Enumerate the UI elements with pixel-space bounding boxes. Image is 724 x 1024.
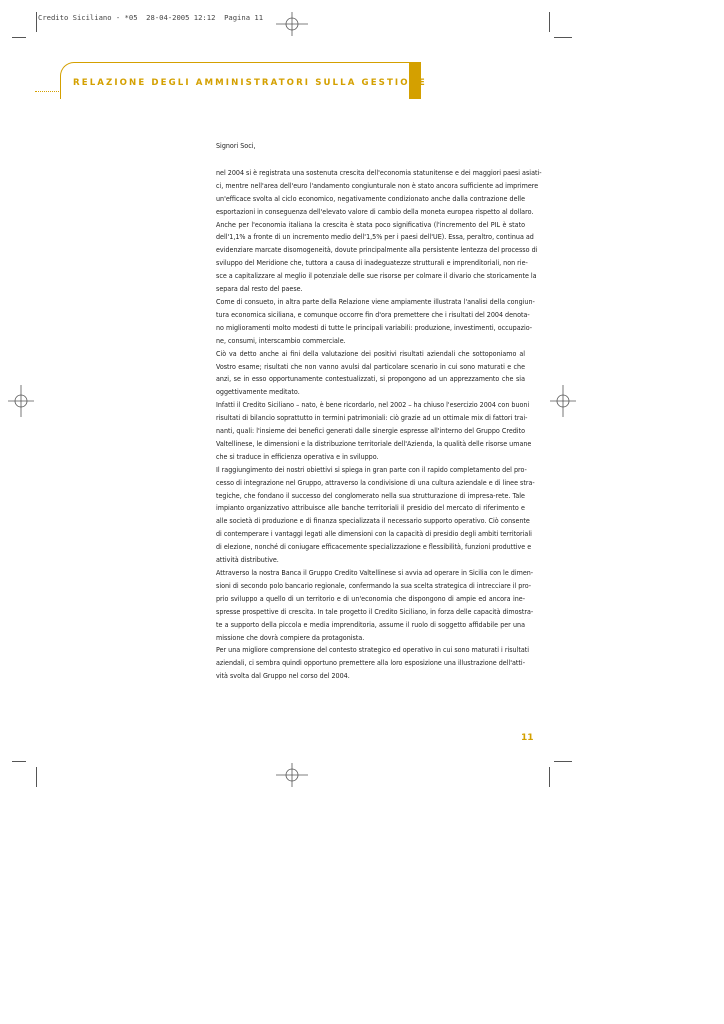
registration-mark-icon xyxy=(8,385,34,417)
paragraph xyxy=(216,399,532,464)
text-line: nanti, quali: l'insieme dei benefici generati dalle sinergie espresse all'interno del Gruppo Credito xyxy=(216,426,525,436)
paragraph xyxy=(216,567,534,644)
text-line: risultati di bilancio soprattutto in termini patrimoniali: ciò grazie ad un ottimale mix di fattori trai- xyxy=(216,413,528,423)
text-line: spresse prospettive di crescita. In tale progetto il Credito Siciliano, in forza delle capacità dimostra- xyxy=(216,606,534,616)
text-line: no miglioramenti molto modesti di tutte le principali variabili: produzione, investimenti, occupazio- xyxy=(216,322,533,332)
registration-mark-icon xyxy=(550,385,576,417)
paragraphs xyxy=(216,167,542,683)
text-line: nel 2004 si è registrata una sostenuta crescita dell'economia statunitense e dei maggiori paesi asiati- xyxy=(216,167,542,177)
text-line: Ciò va detto anche ai fini della valutazione dei positivi risultati aziendali che sottoponiamo al xyxy=(216,348,525,358)
crop-mark xyxy=(554,37,572,38)
text-line: evidenziare marcate disomogeneità, dovute principalmente alla persistente lentezza del processo di xyxy=(216,245,538,255)
paragraph xyxy=(216,296,535,348)
crop-mark xyxy=(12,761,26,762)
text-line: ci, mentre nell'area dell'euro l'andamento congiunturale non è stato ancora sufficiente ad imprimere xyxy=(216,180,539,190)
text-line: separa dal resto del paese. xyxy=(216,284,303,294)
registration-mark-icon xyxy=(276,763,308,787)
text-line: Il raggiungimento dei nostri obiettivi si spiega in gran parte con il rapido completamento del pro- xyxy=(216,464,527,474)
crop-mark xyxy=(12,37,26,38)
salutation: Signori Soci, xyxy=(216,141,256,150)
paragraph xyxy=(216,644,530,683)
text-line: te a supporto della piccola e media imprenditoria, assume il ruolo di soggetto affidabile per una xyxy=(216,619,525,629)
text-line: di elezione, nonché di coniugare efficacemente specializzazione e flessibilità, funzioni produttive e xyxy=(216,542,532,552)
text-line: impianto organizzativo attribuisce alle banche territoriali il presidio del mercato di riferimento e xyxy=(216,503,525,513)
text-line: un'efficace svolta al ciclo economico, negativamente condizionato anche dalla contrazione delle xyxy=(216,193,525,203)
text-line: oggettivamente meditato. xyxy=(216,387,300,397)
text-line: sce a capitalizzare al meglio il potenziale delle sue risorse per colmare il divario che storicamente la xyxy=(216,271,537,281)
paragraph xyxy=(216,167,542,296)
body-text xyxy=(216,140,542,683)
text-line: Infatti il Credito Siciliano – nato, è bene ricordarlo, nel 2002 – ha chiuso l'esercizio 2004 con buoni xyxy=(216,400,530,410)
text-line: Vostro esame; risultati che non vanno avulsi dal particolare scenario in cui sono maturati e che xyxy=(216,361,525,371)
crop-mark xyxy=(549,767,550,787)
text-line: Valtellinese, le dimensioni e la distribuzione territoriale dell'Azienda, la qualità delle risorse umane xyxy=(216,438,532,448)
text-line: ne, consumi, interscambio commerciale. xyxy=(216,335,346,345)
crop-mark xyxy=(554,761,572,762)
text-line: Anche per l'economia italiana la crescita è stata poco significativa (l'incremento del PIL è stato xyxy=(216,219,525,229)
text-line: aziendali, ci sembra quindi opportuno premettere alla loro esposizione una illustrazione dell'atti- xyxy=(216,658,525,668)
text-line: sioni di secondo polo bancario regionale, confermando la sua scelta strategica di intrecciare il pro- xyxy=(216,580,532,590)
crop-mark xyxy=(549,12,550,32)
text-line: tegiche, che fondano il successo del conglomerato nella sua strutturazione di impresa-rete. Tale xyxy=(216,490,525,500)
text-line: tura economica siciliana, e comunque occorre fin d'ora premettere che i risultati del 2004 denota- xyxy=(216,309,530,319)
text-line: esportazioni in conseguenza dell'elevato valore di cambio della moneta europea rispetto al dollaro. xyxy=(216,206,534,216)
paragraph xyxy=(216,348,525,400)
section-title: RELAZIONE DEGLI AMMINISTRATORI SULLA GESTIONE xyxy=(73,78,427,88)
text-line: Attraverso la nostra Banca il Gruppo Credito Valtellinese si avvia ad operare in Sicilia con le dimen- xyxy=(216,568,534,577)
crop-mark xyxy=(36,12,37,32)
header-dotted-rule xyxy=(35,91,61,92)
text-line: Come di consueto, in altra parte della Relazione viene ampiamente illustrata l'analisi della congiun- xyxy=(216,296,535,306)
text-line: vità svolta dal Gruppo nel corso del 2004. xyxy=(216,671,350,681)
text-line: alle società di produzione e di finanza specializzata il necessario supporto operativo. Ciò consente xyxy=(216,516,530,526)
text-line: dell'1,1% a fronte di un incremento medio dell'1,5% per i paesi dell'UE). Essa, peraltro, continua ad xyxy=(216,232,534,242)
text-line: prio sviluppo a quello di un territorio e di un'economia che dispongono di ampie ed ancora ine- xyxy=(216,593,525,603)
registration-mark-icon xyxy=(276,12,308,36)
paragraph xyxy=(216,464,535,567)
text-line: sviluppo del Meridione che, tuttora a causa di inadeguatezze strutturali e imprenditoriali, non rie- xyxy=(216,258,528,268)
page-number: 11 xyxy=(521,733,534,743)
text-line: che si traduce in efficienza operativa e in sviluppo. xyxy=(216,451,379,461)
text-line: Per una migliore comprensione del contesto strategico ed operativo in cui sono maturati i risultati xyxy=(216,645,530,655)
text-line: di contemperare i vantaggi legati alle dimensioni con la capacità di presidio degli ambiti territoriali xyxy=(216,529,532,539)
text-line: cesso di integrazione nel Gruppo, attraverso la condivisione di una cultura aziendale e di linee stra- xyxy=(216,477,535,487)
text-line: attività distributive. xyxy=(216,555,279,565)
crop-mark xyxy=(36,767,37,787)
text-line: anzi, se in esso opportunamente contestualizzati, si propongono ad un apprezzamento che sia xyxy=(216,374,525,384)
print-slug: Credito Siciliano - *05 28-04-2005 12:12 Pagina 11 xyxy=(38,13,264,22)
text-line: missione che dovrà compiere da protagonista. xyxy=(216,632,365,642)
